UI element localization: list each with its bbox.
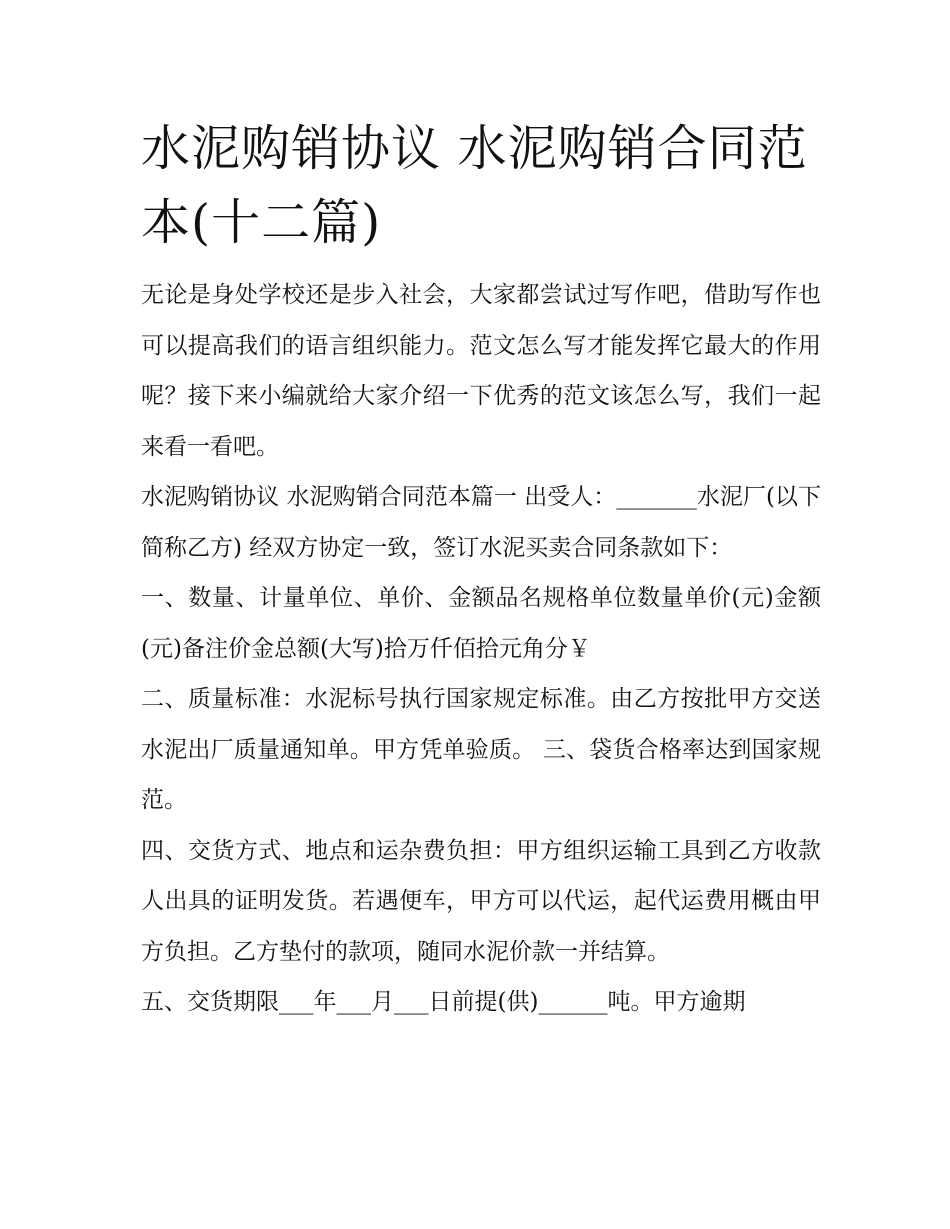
- paragraph-intro: 无论是身处学校还是步入社会，大家都尝试过写作吧，借助写作也可以提高我们的语言组织能力。范文怎么写才能发挥它最大的作用呢？接下来小编就给大家介绍一下优秀的范文该怎么写，我们一起来看一看吧。: [141, 282, 821, 460]
- paragraph-clause-5: 五、交货期限___年___月___日前提(供)______吨。甲方逾期: [141, 989, 746, 1015]
- paragraph-clause-1: 一、数量、计量单位、单价、金额品名规格单位数量单价(元)金额(元)备注价金总额(大写)拾万仟佰拾元角分￥: [141, 585, 821, 662]
- document-page: [141, 112, 821, 1028]
- paragraph-clause-2-3: 二、质量标准：水泥标号执行国家规定标准。由乙方按批甲方交送水泥出厂质量通知单。甲方凭单验质。 三、袋货合格率达到国家规范。: [141, 686, 821, 813]
- paragraph-contract-parties: 水泥购销协议 水泥购销合同范本篇一 出受人：_______水泥厂(以下简称乙方) 经双方协定一致，签订水泥买卖合同条款如下：: [141, 484, 821, 561]
- document-title: 水泥购销协议 水泥购销合同范本(十二篇): [141, 120, 808, 251]
- paragraph-clause-4: 四、交货方式、地点和运杂费负担：甲方组织运输工具到乙方收款人出具的证明发货。若遇便车，甲方可以代运，起代运费用概由甲方负担。乙方垫付的款项，随同水泥价款一并结算。: [141, 837, 821, 965]
